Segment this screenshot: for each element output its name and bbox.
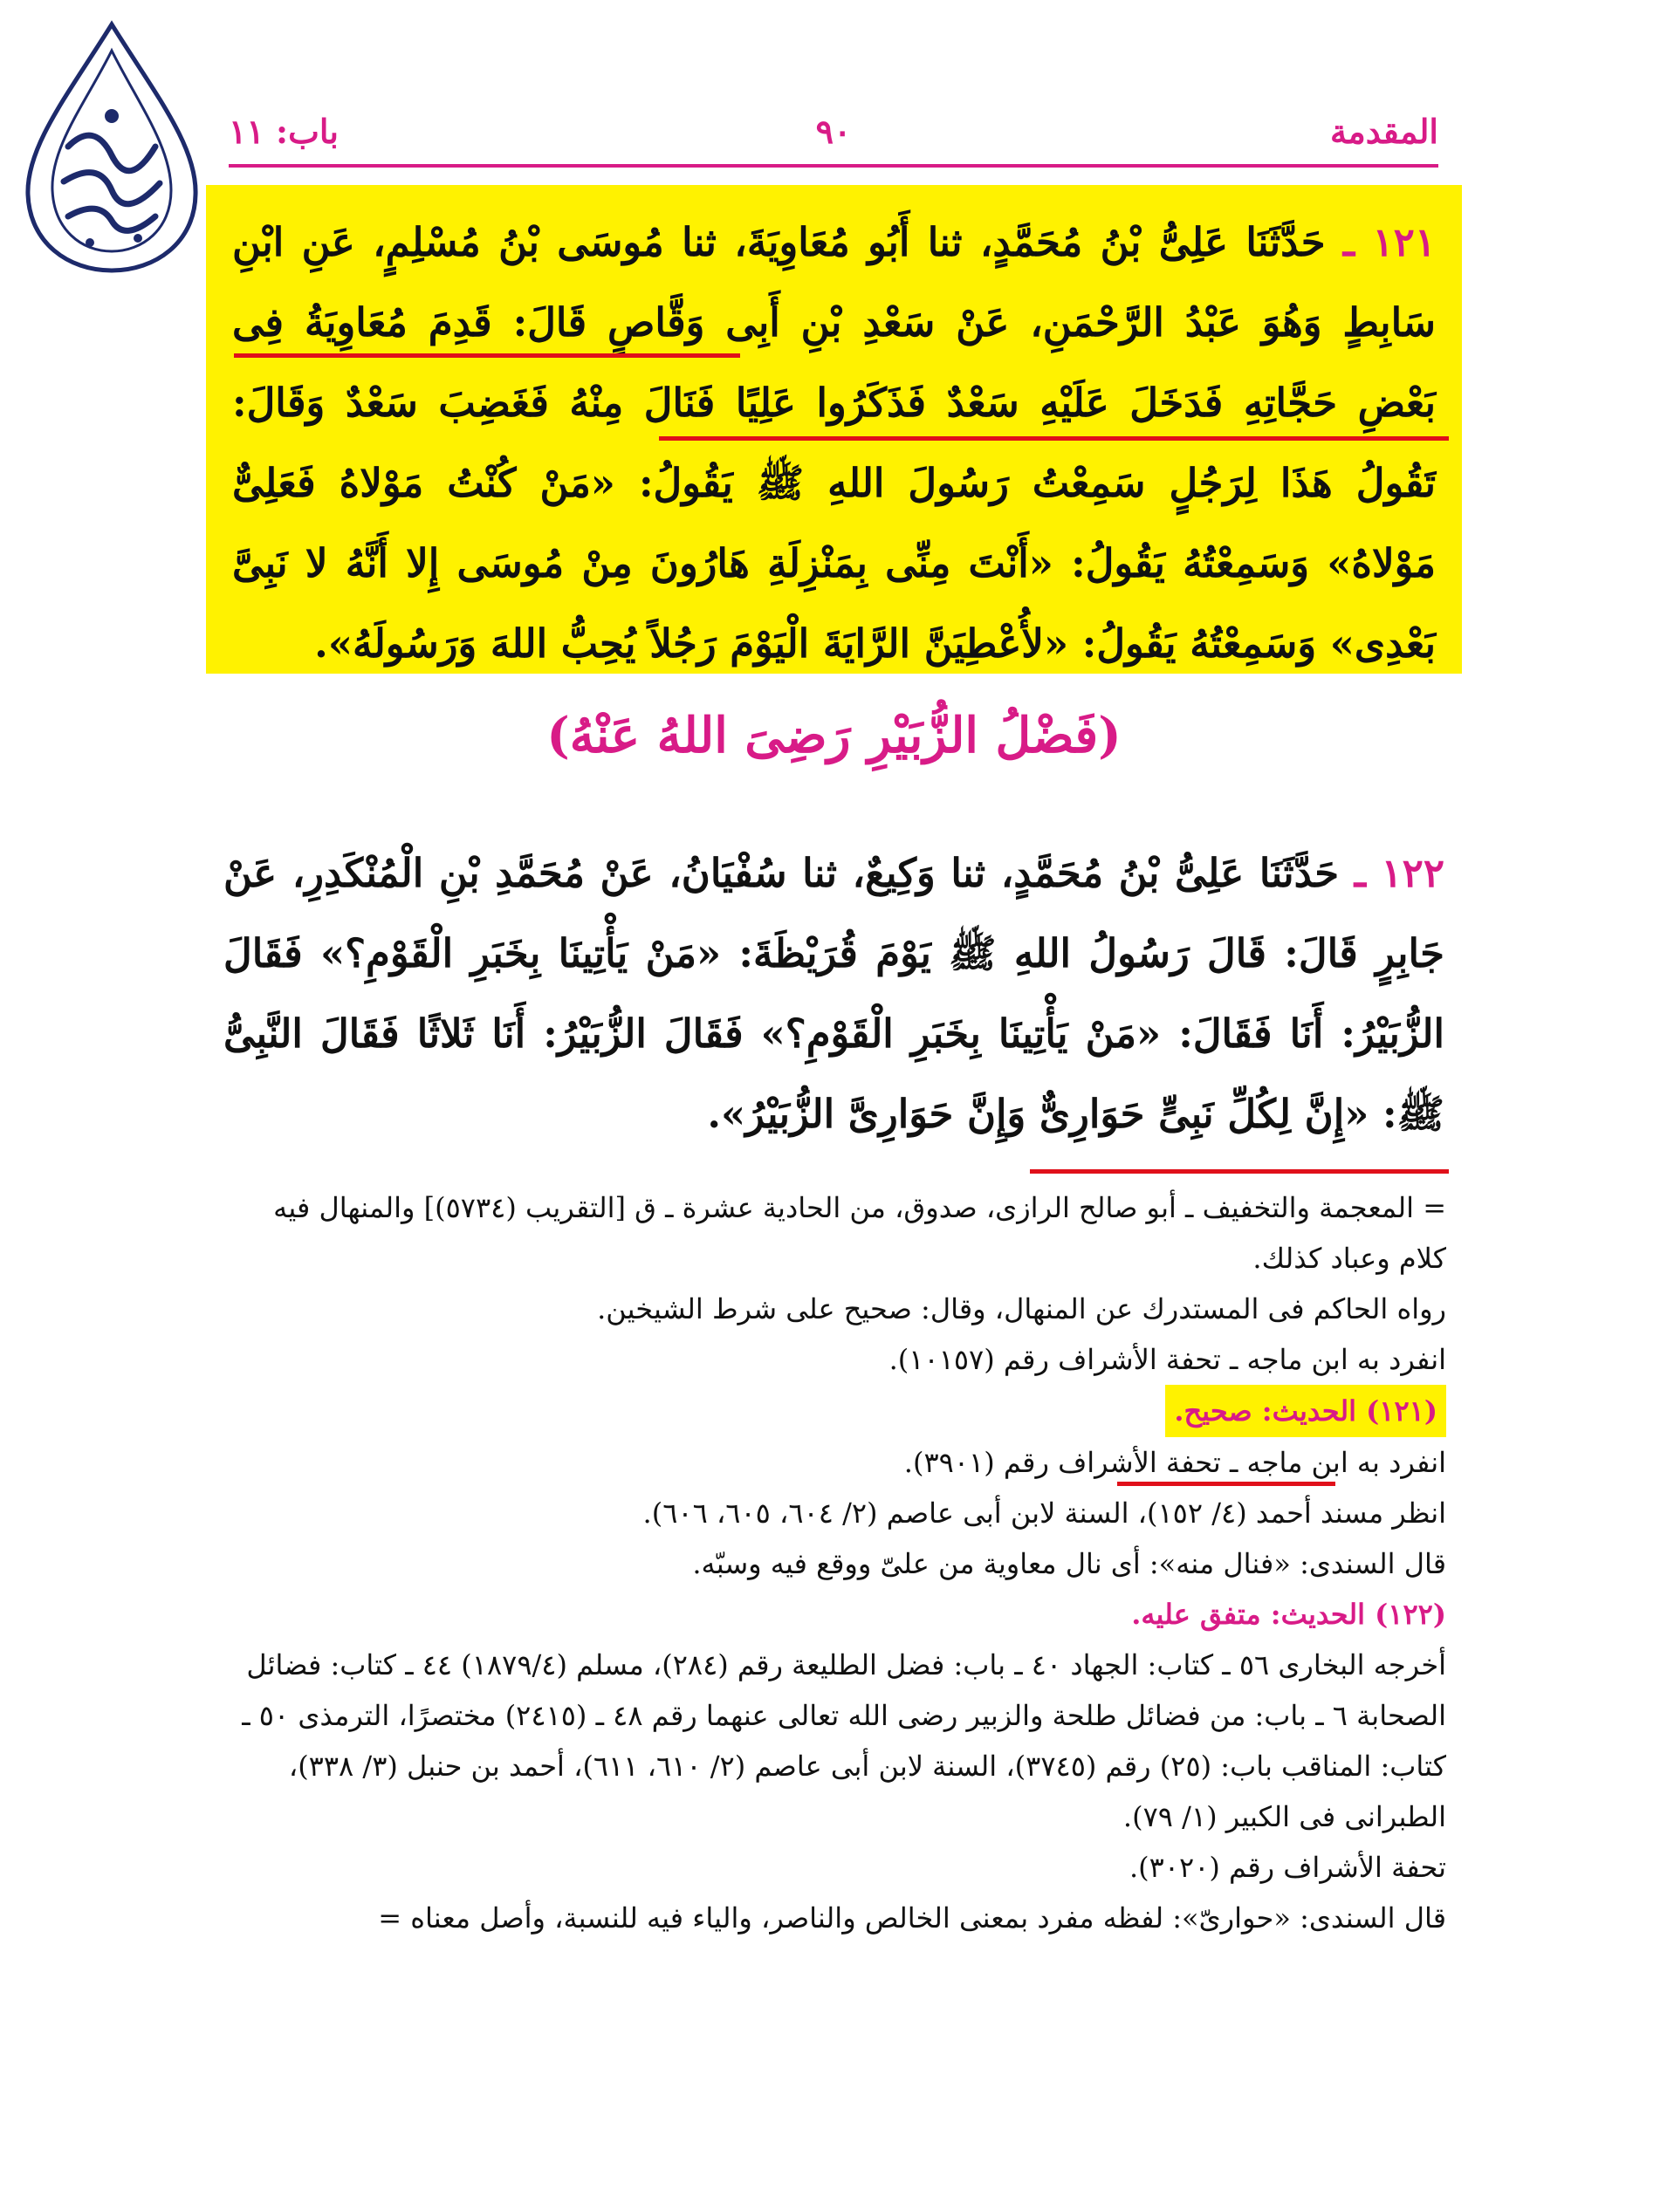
- hadith-121-dash: ـ: [1325, 219, 1373, 265]
- hadith-121-box: [206, 185, 1462, 674]
- underline-121-a: [234, 353, 740, 358]
- hadith-122-number: ١٢٢: [1381, 850, 1444, 896]
- footnote-line: انفرد به ابن ماجه ـ تحفة الأشراف رقم (٣٩٠١).: [903, 1446, 1446, 1479]
- header-rule: [229, 164, 1438, 168]
- hadith-121-number: ١٢١: [1372, 219, 1436, 265]
- footnote-line: قال السندى: «فنال منه»: أى نال معاوية من علىّ ووقع فيه وسبّه.: [692, 1547, 1446, 1580]
- hadith-121-text: حَدَّثَنَا عَلِىُّ بْنُ مُحَمَّدٍ، ثنا أَبُو مُعَاوِيَةَ، ثنا مُوسَى بْنُ مُسْلِمٍ، عَنِ ابْنِ سَابِطٍ وَهُوَ عَبْدُ الرَّحْمَنِ، عَنْ سَعْدِ بْنِ أَبِى وَقَّاصٍ قَالَ: قَدِمَ مُعَاوِيَةُ فِى بَعْضِ حَجَّاتِهِ فَدَخَلَ عَلَيْهِ سَعْدٌ فَذَكَرُوا عَلِيًا فَنَالَ مِنْهُ فَغَضِبَ سَعْدٌ وَقَالَ: تَقُولُ هَذَا لِرَجُلٍ سَمِعْتُ رَسُولَ اللهِ ﷺ يَقُولُ: «مَنْ كُنْتُ مَوْلاهُ فَعَلِىٌّ مَوْلاهُ» وَسَمِعْتُهُ يَقُولُ: «أَنْتَ مِنِّى بِمَنْزِلَةِ هَارُونَ مِنْ مُوسَى إِلا أَنَّهُ لا نَبِىَّ بَعْدِى» وَسَمِعْتُهُ يَقُولُ: «لأُعْطِيَنَّ الرَّايَةَ الْيَوْمَ رَجُلاً يُحِبُّ اللهَ وَرَسُولَهُ».: [232, 219, 1436, 667]
- calligraphy-logo: [16, 16, 208, 277]
- hadith-122-block: [206, 833, 1462, 1182]
- hadith-121-grade: (١٢١) الحديث: صحيح.: [1165, 1385, 1446, 1437]
- footnote-line: = المعجمة والتخفيف ـ أبو صالح الرازى، صدوق، من الحادية عشرة ـ ق [التقريب (٥٧٣٤)] والمنهال فيه كلام وعباد كذلك.: [273, 1191, 1446, 1275]
- page-header: [229, 105, 1438, 157]
- footnote-line: أخرجه البخارى ٥٦ ـ كتاب: الجهاد ٤٠ ـ باب: فضل الطليعة رقم (٢٨٤)، مسلم (١٨٧٩/٤) ٤٤ ـ كتاب: فضائل الصحابة ٦ ـ باب: من فضائل طلحة والزبير رضى الله تعالى عنهما رقم ٤٨ ـ (٢٤١٥) مختصرًا، الترمذى ٥٠ ـ كتاب: المناقب باب: (٢٥) رقم (٣٧٤٥)، السنة لابن أبى عاصم (٢/ ٦١٠، ٦١١)، أحمد بن حنبل (٣/ ٣٣٨)، الطبرانى فى الكبير (١/ ٧٩).: [242, 1648, 1446, 1833]
- footnotes: [206, 1182, 1462, 1943]
- underline-121-b: [659, 436, 1449, 441]
- header-section: المقدمة: [1329, 112, 1438, 151]
- underline-121-grade: [1117, 1482, 1335, 1486]
- footnote-line: قال السندى: «حوارىّ»: لفظه مفرد بمعنى الخالص والناصر، والياء فيه للنسبة، وأصل معناه =: [378, 1901, 1446, 1935]
- footnote-line: تحفة الأشراف رقم (٣٠٢٠).: [1129, 1851, 1446, 1884]
- hadith-122-dash: ـ: [1339, 850, 1382, 896]
- header-chapter: باب: ١١: [229, 112, 340, 151]
- hadith-121-text-block: [232, 202, 1436, 684]
- section-title: (فَضْلُ الزُّبَيْرِ رَضِىَ اللهُ عَنْهُ): [546, 707, 1122, 764]
- underline-122: [1030, 1169, 1449, 1174]
- footnote-line: رواه الحاكم فى المستدرك عن المنهال، وقال: صحيح على شرط الشيخين.: [597, 1292, 1446, 1325]
- hadith-122-grade: (١٢٢) الحديث: متفق عليه.: [1131, 1598, 1446, 1631]
- footnote-line: انفرد به ابن ماجه ـ تحفة الأشراف رقم (١٠١٥٧).: [888, 1343, 1446, 1376]
- hadith-122-text: حَدَّثَنَا عَلِىُّ بْنُ مُحَمَّدٍ، ثنا وَكِيعٌ، ثنا سُفْيَانُ، عَنْ مُحَمَّدِ بْنِ الْمُنْكَدِرِ، عَنْ جَابِرٍ قَالَ: قَالَ رَسُولُ اللهِ ﷺ يَوْمَ قُرَيْظَةَ: «مَنْ يَأْتِينَا بِخَبَرِ الْقَوْمِ؟» فَقَالَ الزُّبَيْرُ: أَنَا فَقَالَ: «مَنْ يَأْتِينَا بِخَبَرِ الْقَوْمِ؟» فَقَالَ الزُّبَيْرُ: أَنَا ثَلاثًا فَقَالَ النَّبِىُّ ﷺ: «إِنَّ لِكُلِّ نَبِىٍّ حَوَارِىٌّ وَإِنَّ حَوَارِىَّ الزُّبَيْرُ».: [223, 850, 1444, 1137]
- footnote-line: انظر مسند أحمد (٤/ ١٥٢)، السنة لابن أبى عاصم (٢/ ٦٠٤، ٦٠٥، ٦٠٦).: [642, 1496, 1446, 1530]
- page-number: ٩٠: [815, 112, 852, 151]
